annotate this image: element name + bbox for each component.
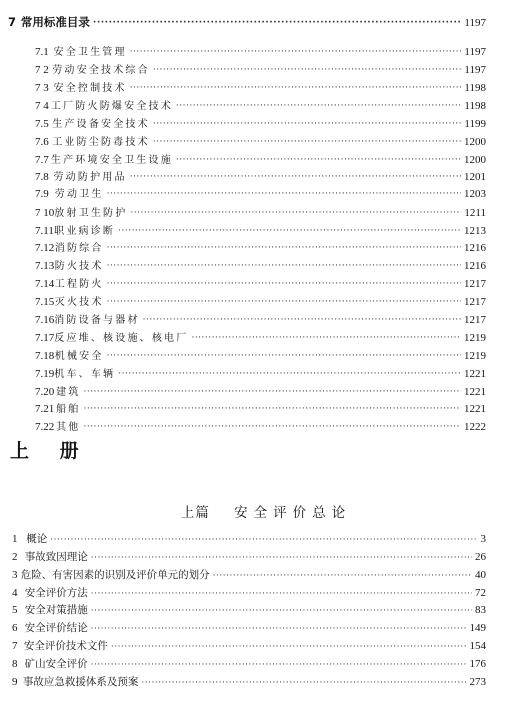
page-number: 1216 [464,260,486,272]
chapter-number: 6 [12,622,18,634]
page-number: 1201 [464,171,486,183]
entry-title: 工程防火 [54,279,104,290]
toc-chapter[interactable] [12,549,486,567]
dot-leader [93,19,461,28]
page-number: 1198 [464,100,486,112]
dot-leader [143,316,461,325]
chapter-number: 3 [12,569,18,581]
toc-entry[interactable] [35,204,486,222]
toc-entry[interactable] [35,293,486,311]
page-number: 1221 [464,368,486,380]
entry-number: 7.22 [35,421,55,433]
chapter-title: 事故应急救援体系及预案 [22,676,139,688]
toc-entry[interactable] [35,97,486,115]
page-number: 26 [475,551,486,563]
entry-title: 放射卫生防护 [54,208,128,219]
page-number: 1199 [464,118,486,130]
entry-title: 职业病诊断 [54,226,116,237]
toc-entry[interactable] [35,43,486,61]
toc-entry[interactable] [35,329,486,347]
chapter-number: 5 [12,604,18,616]
toc-chapter[interactable] [12,656,486,674]
entry-title: 消防设备与器材 [54,315,140,326]
entry-number: 7.13 [35,260,55,272]
entry-number: 7.7 [35,154,49,166]
toc-entry[interactable] [35,222,486,240]
section-heading [0,501,532,521]
dot-leader [50,536,477,545]
toc-entry[interactable] [35,347,486,365]
chapter-title: 常用标准目录 [20,15,90,29]
dot-leader [91,625,467,634]
page-number: 1219 [464,332,486,344]
entry-number: 7.20 [35,386,55,398]
dot-leader [107,190,461,199]
entry-number: 7.1 [35,46,49,58]
entry-number: 7.6 [35,136,49,148]
toc-entry[interactable] [35,257,486,275]
dot-leader [107,244,461,253]
entry-title: 防火技术 [54,261,104,272]
toc-entry[interactable] [35,311,486,329]
dot-leader [118,370,461,379]
dot-leader [130,209,461,218]
chapter-number: 4 [12,587,18,599]
page-number: 154 [469,640,486,652]
entry-title: 船舶 [56,404,81,415]
page-number: 1198 [464,82,486,94]
toc-entry[interactable] [35,168,486,186]
toc-chapter[interactable] [12,674,486,692]
entry-number: 7 3 [35,82,49,94]
page-number: 1197 [464,17,486,29]
entry-title: 劳动防护用品 [53,172,127,183]
page-number: 1217 [464,278,486,290]
entry-number: 7.16 [35,314,55,326]
entry-title: 生产设备安全技术 [52,119,150,130]
part-title: 上 册 [10,440,91,462]
entry-number: 7.17 [35,332,55,344]
section-title: 安全评价总论 [234,505,352,521]
entry-number: 7 4 [35,100,49,112]
entry-number: 7.5 [35,118,49,130]
entry-number: 7.21 [35,403,55,415]
page-number: 1211 [464,207,486,219]
dot-leader [111,643,467,652]
toc-entry[interactable] [35,151,486,169]
chapter-number: 8 [12,658,18,670]
toc-entry[interactable] [35,79,486,97]
entry-title: 工厂防火防爆安全技术 [50,101,173,112]
toc-chapter[interactable] [12,602,486,620]
dot-leader [107,262,461,271]
entry-title: 反应堆、核设施、核电厂 [54,333,189,344]
entry-number: 7.12 [35,242,55,254]
entry-title: 生产环境安全卫生设施 [50,155,173,166]
dot-leader [83,405,461,414]
chapter-title: 概论 [26,533,48,545]
entry-title: 其他 [56,422,81,433]
toc-entry[interactable] [35,400,486,418]
page-number: 1200 [464,136,486,148]
page-number: 273 [469,676,486,688]
page-number: 1197 [464,64,486,76]
page-number: 72 [475,587,486,599]
entry-number: 7.15 [35,296,55,308]
entry-title: 劳动安全技术综合 [52,65,150,76]
dot-leader [176,102,461,111]
toc-entry[interactable] [35,418,486,436]
dot-leader [153,138,461,147]
entry-number: 7.14 [35,278,55,290]
page-number: 176 [469,658,486,670]
chapter-number: 7 [8,15,17,29]
entry-title: 消防综合 [54,243,104,254]
page-number: 1219 [464,350,486,362]
dot-leader [91,554,472,563]
chapter-number: 1 [12,533,18,545]
page-number: 1213 [464,225,486,237]
entry-number: 7.19 [35,368,55,380]
dot-leader [130,173,461,182]
entry-number: 7.18 [35,350,55,362]
entry-number: 7 2 [35,64,49,76]
dot-leader [118,227,461,236]
dot-leader [213,572,472,581]
dot-leader [130,84,462,93]
page-number: 1197 [464,46,486,58]
toc-entry[interactable] [35,185,486,203]
dot-leader [83,388,461,397]
entry-title: 劳动卫生 [54,189,104,200]
entry-title: 安全控制技术 [53,83,127,94]
entry-number: 7 10 [35,207,55,219]
page-number: 1203 [464,188,486,200]
chapter-title: 事故致因理论 [24,551,88,563]
dot-leader [91,607,472,616]
dot-leader [153,120,462,129]
toc-entry[interactable] [35,115,486,133]
toc-entry[interactable] [35,133,486,151]
toc-entry[interactable] [35,365,486,383]
toc-entry[interactable] [35,239,486,257]
toc-chapter[interactable] [12,585,486,603]
entry-title: 安全卫生管理 [53,47,127,58]
chapter-title: 安全评价技术文件 [23,640,108,652]
page-number: 149 [469,622,486,634]
dot-leader [176,156,461,165]
page-number: 1221 [464,386,486,398]
chapter-title: 安全评价结论 [24,622,88,634]
entry-number: 7.9 [35,188,49,200]
dot-leader [191,334,461,343]
dot-leader [83,423,461,432]
dot-leader [107,280,461,289]
entry-number: 7.8 [35,171,49,183]
toc-chapter[interactable] [12,567,486,585]
toc-entry[interactable] [35,383,486,401]
dot-leader [107,352,461,361]
page-number: 83 [475,604,486,616]
page-number: 40 [475,569,486,581]
chapter-number: 7 [12,640,18,652]
chapter-title: 矿山安全评价 [24,658,88,670]
toc-chapter[interactable] [12,620,486,638]
toc-chapter[interactable] [12,638,486,656]
entry-title: 机车、车辆 [54,369,116,380]
dot-leader [130,48,462,57]
toc-chapter[interactable] [12,531,486,549]
dot-leader [153,66,462,75]
page-number: 1200 [464,154,486,166]
page-number: 1217 [464,296,486,308]
page-number: 1216 [464,242,486,254]
dot-leader [141,679,466,688]
page-number: 1217 [464,314,486,326]
toc-entry[interactable] [35,61,486,79]
entry-title: 灭火技术 [54,297,104,308]
chapter-number: 2 [12,551,18,563]
dot-leader [91,661,467,670]
dot-leader [107,298,461,307]
page-number: 1221 [464,403,486,415]
toc-entry[interactable] [35,275,486,293]
chapter-title: 危险、有害因素的识别及评价单元的划分 [20,569,210,581]
chapter-title: 安全对策措施 [24,604,88,616]
dot-leader [91,590,472,599]
entry-title: 机械安全 [54,351,104,362]
chapter-title: 安全评价方法 [24,587,88,599]
page-number: 3 [480,533,486,545]
chapter-number: 9 [12,676,18,688]
section-label: 上篇 [180,505,210,521]
toc-chapter-7-heading[interactable] [8,14,486,32]
page-number: 1222 [464,421,486,433]
entry-title: 建筑 [56,387,81,398]
entry-title: 工业防尘防毒技术 [52,137,150,148]
entry-number: 7.11 [35,225,54,237]
